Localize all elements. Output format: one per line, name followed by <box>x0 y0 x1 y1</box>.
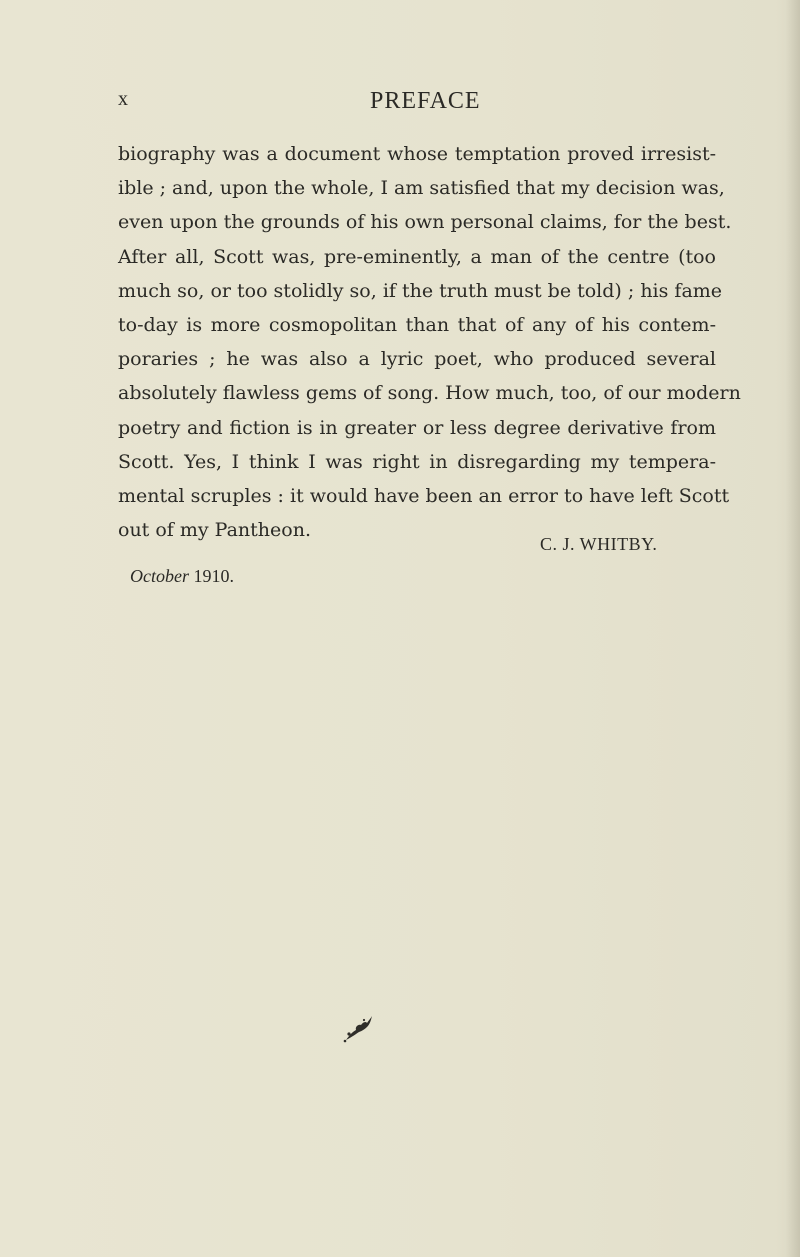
text-line: mental scruples : it would have been an error to have left Scott <box>118 484 730 507</box>
dateline-month: October <box>130 566 189 586</box>
text-line: poraries ; he was also a lyric poet, who produced several <box>118 348 716 371</box>
text-line: Scott. Yes, I think I was right in disregarding my tempera- <box>118 450 716 473</box>
text-line: After all, Scott was, pre-eminently, a man of the centre (too <box>118 245 716 268</box>
text-line: even upon the grounds of his own personal claims, for the best. <box>118 211 732 234</box>
author-signature: C. J. WHITBY. <box>540 534 658 554</box>
running-head <box>118 88 718 118</box>
text-line: much so, or too stolidly so, if the truth must be told) ; his fame <box>118 279 723 302</box>
running-title: PREFACE <box>370 88 481 114</box>
dateline-year: 1910. <box>193 566 234 586</box>
text-line: to-day is more cosmopolitan than that of any of his contem- <box>118 313 716 336</box>
page-number: x <box>118 88 129 110</box>
preface-body <box>118 137 741 547</box>
text-line: absolutely flawless gems of song. How much, too, of our modern <box>118 382 741 405</box>
text-line: biography was a document whose temptation proved irresist- <box>118 143 716 165</box>
ink-blot-icon <box>340 1010 376 1046</box>
dateline <box>130 566 234 587</box>
text-line: out of my Pantheon. <box>118 519 311 542</box>
page-edge-shadow <box>786 0 800 1257</box>
text-line: ible ; and, upon the whole, I am satisfied that my decision was, <box>118 177 725 200</box>
text-line: poetry and fiction is in greater or less degree derivative from <box>118 416 716 439</box>
